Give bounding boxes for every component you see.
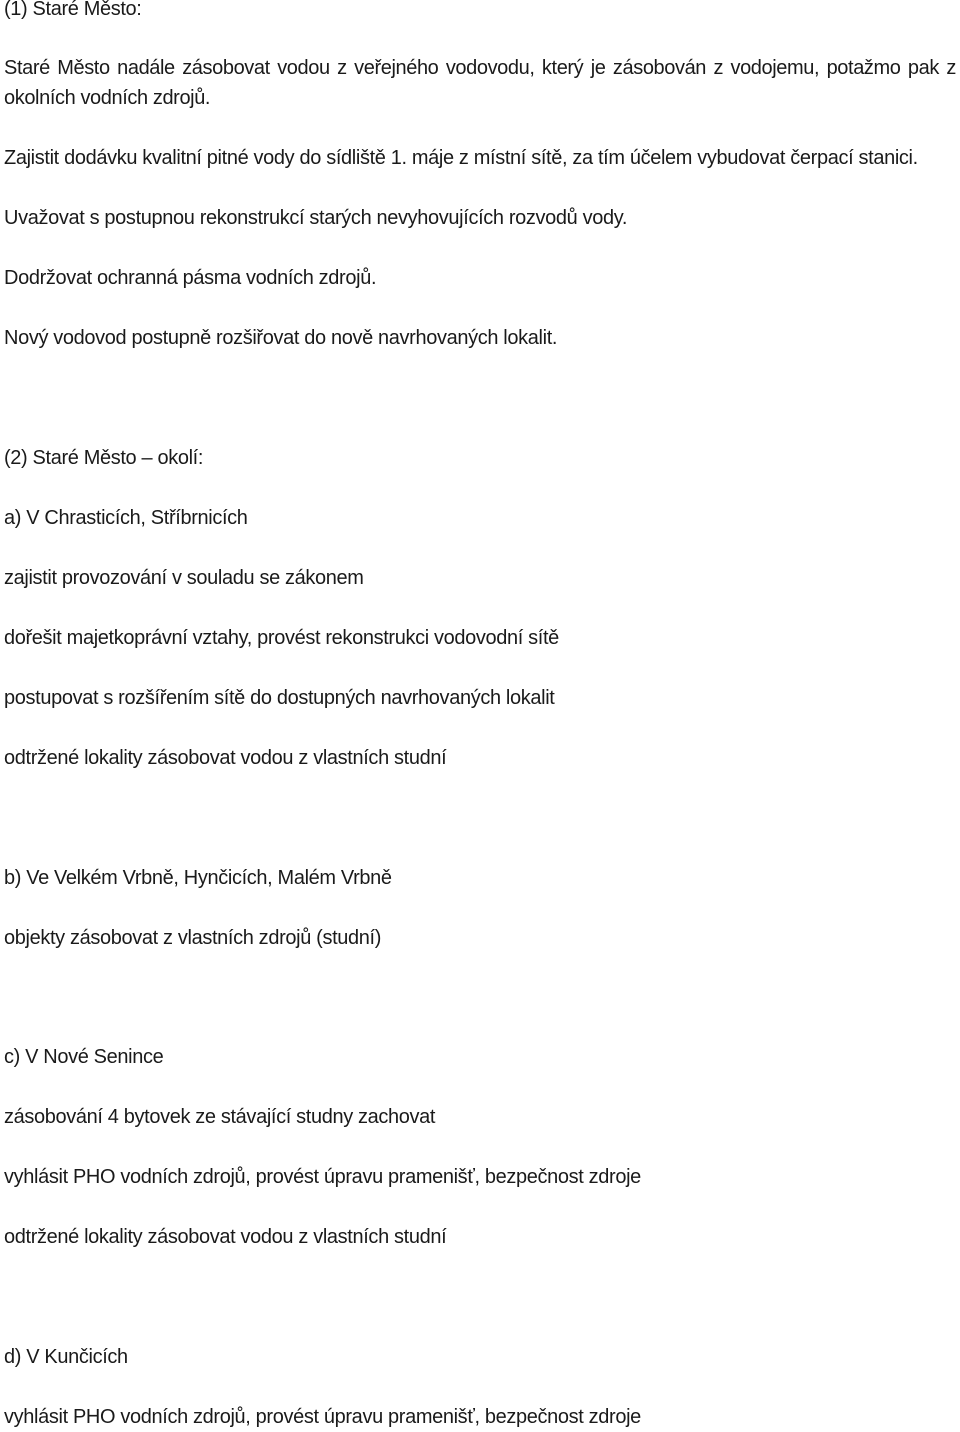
section-1-paragraph-1: Staré Město nadále zásobovat vodou z veřejného vodovodu, který je zásobován z vodojemu, potažmo pak z okolních vodních zdrojů.	[4, 57, 956, 109]
subsection-a-title: a) V Chrasticích, Stříbrnicích	[4, 507, 248, 529]
section-1-paragraph-3: Uvažovat s postupnou rekonstrukcí starých nevyhovujících rozvodů vody.	[4, 207, 628, 229]
list-item: odtržené lokality zásobovat vodou z vlastních studní	[4, 747, 447, 769]
list-item: dořešit majetkoprávní vztahy, provést rekonstrukci vodovodní sítě	[4, 627, 559, 649]
list-item: zajistit provozování v souladu se zákonem	[4, 567, 364, 589]
section-1-paragraph-4: Dodržovat ochranná pásma vodních zdrojů.	[4, 267, 377, 289]
list-item: vyhlásit PHO vodních zdrojů, provést úpravu pramenišť, bezpečnost zdroje	[4, 1166, 641, 1188]
section-1-paragraph-2: Zajistit dodávku kvalitní pitné vody do sídliště 1. máje z místní sítě, za tím účelem vybudovat čerpací stanici.	[4, 147, 918, 169]
subsection-c-title: c) V Nové Senince	[4, 1046, 164, 1068]
section-1-paragraph-5: Nový vodovod postupně rozšiřovat do nově navrhovaných lokalit.	[4, 327, 558, 349]
list-item: objekty zásobovat z vlastních zdrojů (studní)	[4, 927, 382, 949]
list-item: postupovat s rozšířením sítě do dostupných navrhovaných lokalit	[4, 687, 555, 709]
list-item: zásobování 4 bytovek ze stávající studny zachovat	[4, 1106, 436, 1128]
section-1-heading: (1) Staré Město:	[4, 0, 142, 20]
list-item: vyhlásit PHO vodních zdrojů, provést úpravu pramenišť, bezpečnost zdroje	[4, 1406, 641, 1428]
subsection-d-title: d) V Kunčicích	[4, 1346, 128, 1368]
list-item: odtržené lokality zásobovat vodou z vlastních studní	[4, 1226, 447, 1248]
section-2-heading: (2) Staré Město – okolí:	[4, 447, 204, 469]
subsection-b-title: b) Ve Velkém Vrbně, Hynčicích, Malém Vrbně	[4, 867, 392, 889]
